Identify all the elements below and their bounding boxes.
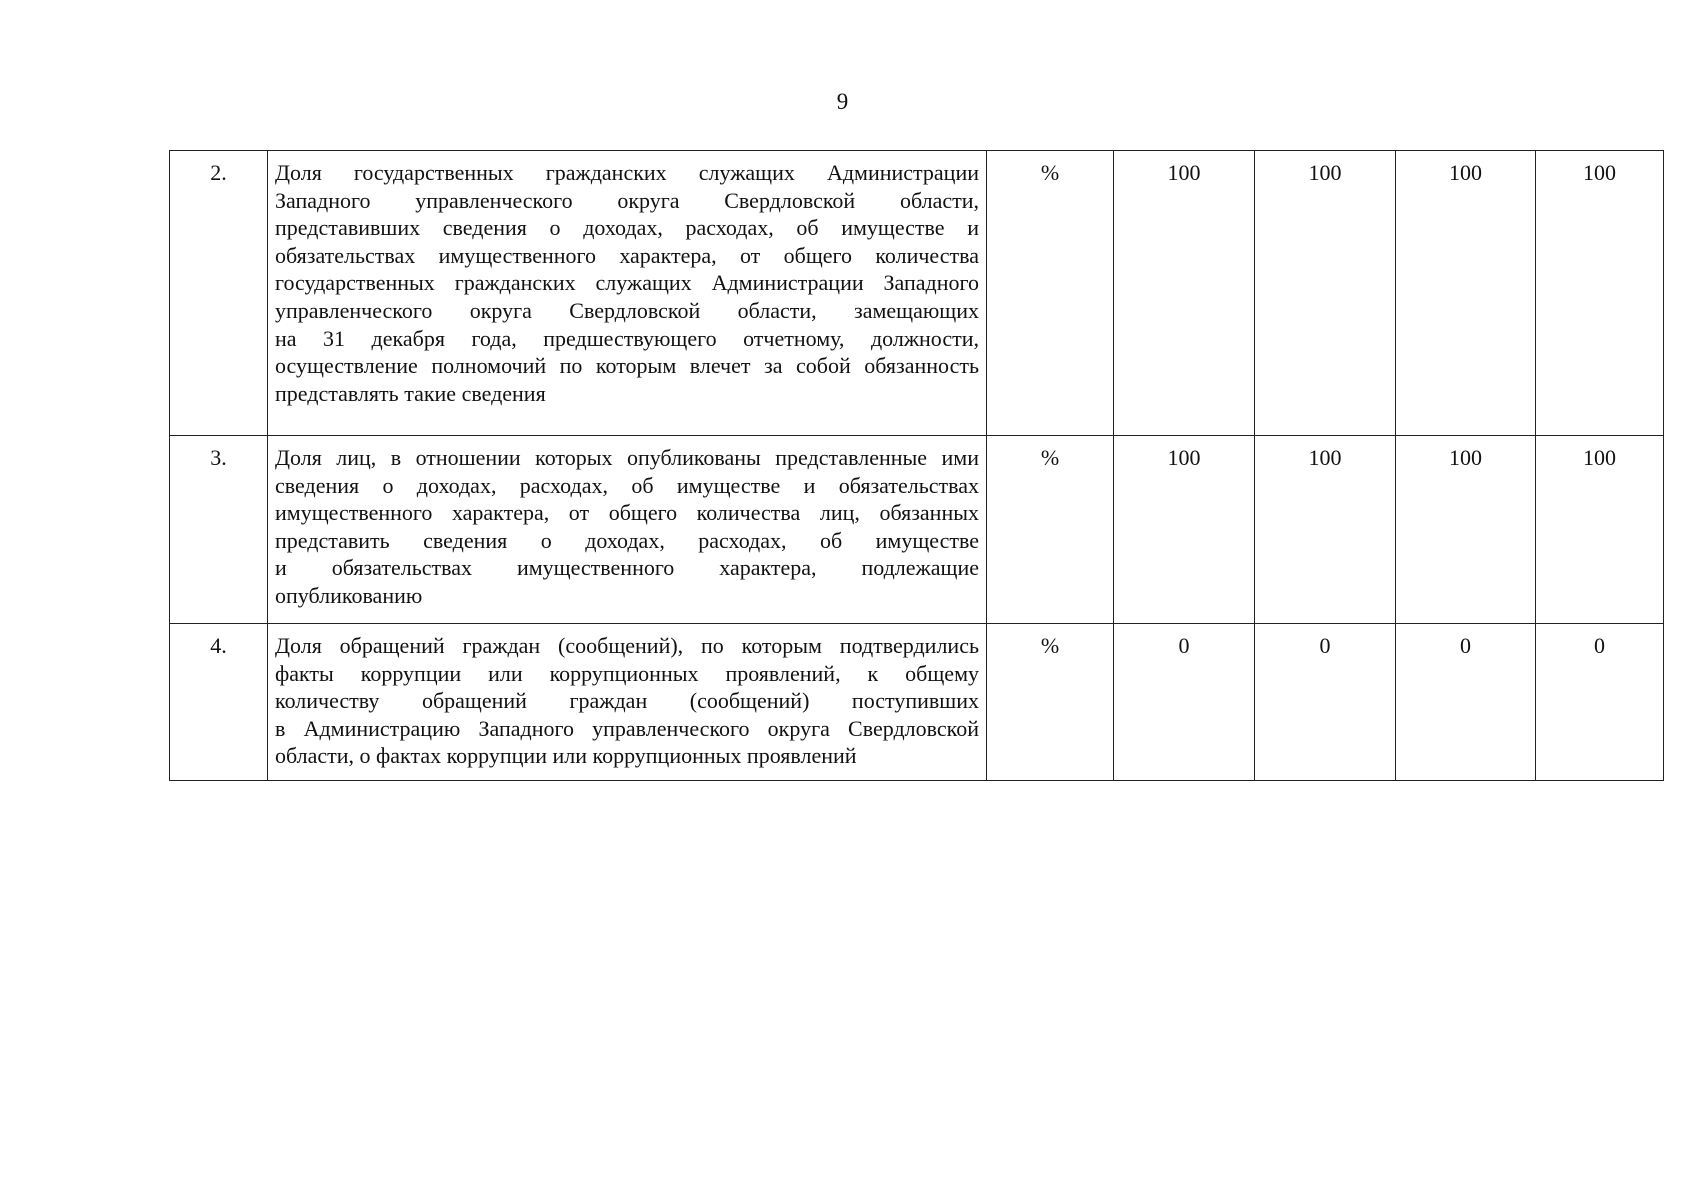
unit-cell: % [987,624,1114,781]
table-row [170,624,1664,781]
row-number: 3. [170,436,268,624]
value-cell: 100 [1536,151,1664,436]
description-line: области, о фактах коррупции или коррупционных проявлений [275,743,857,769]
description-line: сведения о доходах, расходах, об имуществе и обязательствах [275,472,979,498]
description-line: представить сведения о доходах, расходах, об имуществе [275,527,979,553]
description-line: обязательствах имущественного характера, от общего количества [275,242,979,268]
description-line: осуществление полномочий по которым влечет за собой обязанность [275,353,979,379]
value-cell: 0 [1114,624,1255,781]
value-cell: 100 [1255,151,1396,436]
description-line: Доля обращений граждан (сообщений), по которым подтвердились [275,633,979,658]
page-number: 9 [836,89,849,114]
indicator-description [268,151,987,436]
description-line: количеству обращений граждан (сообщений) поступивших [275,688,979,714]
description-line: имущественного характера, от общего количества лиц, обязанных [275,500,979,526]
description-line: Доля лиц, в отношении которых опубликованы представленные ими [275,445,979,470]
description-line: опубликованию [275,582,423,608]
description-line: представивших сведения о доходах, расходах, об имуществе и [275,215,979,241]
value-cell: 100 [1114,151,1255,436]
indicator-description [268,436,987,624]
description-line: управленческого округа Свердловской области, замещающих [275,297,979,323]
description-line: Западного управленческого округа Свердловской области, [275,187,979,213]
description-line: государственных гражданских служащих Администрации Западного [275,270,979,296]
description-line: представлять такие сведения [275,380,546,406]
value-cell: 0 [1255,624,1396,781]
unit-cell: % [987,151,1114,436]
table-row [170,151,1664,436]
value-cell: 100 [1536,436,1664,624]
value-cell: 0 [1396,624,1536,781]
table-row [170,436,1664,624]
description-line: на 31 декабря года, предшествующего отчетному, должности, [275,325,979,351]
value-cell: 100 [1396,151,1536,436]
description-line: факты коррупции или коррупционных проявлений, к общему [275,660,979,686]
row-number: 4. [170,624,268,781]
indicator-description [268,624,987,781]
value-cell: 100 [1396,436,1536,624]
description-line: и обязательствах имущественного характера, подлежащие [275,555,979,581]
description-line: Доля государственных гражданских служащих Администрации [275,160,979,185]
unit-cell: % [987,436,1114,624]
value-cell: 100 [1114,436,1255,624]
value-cell: 0 [1536,624,1664,781]
row-number: 2. [170,151,268,436]
value-cell: 100 [1255,436,1396,624]
indicators-table [169,150,1664,781]
description-line: в Администрацию Западного управленческого округа Свердловской [275,715,979,741]
